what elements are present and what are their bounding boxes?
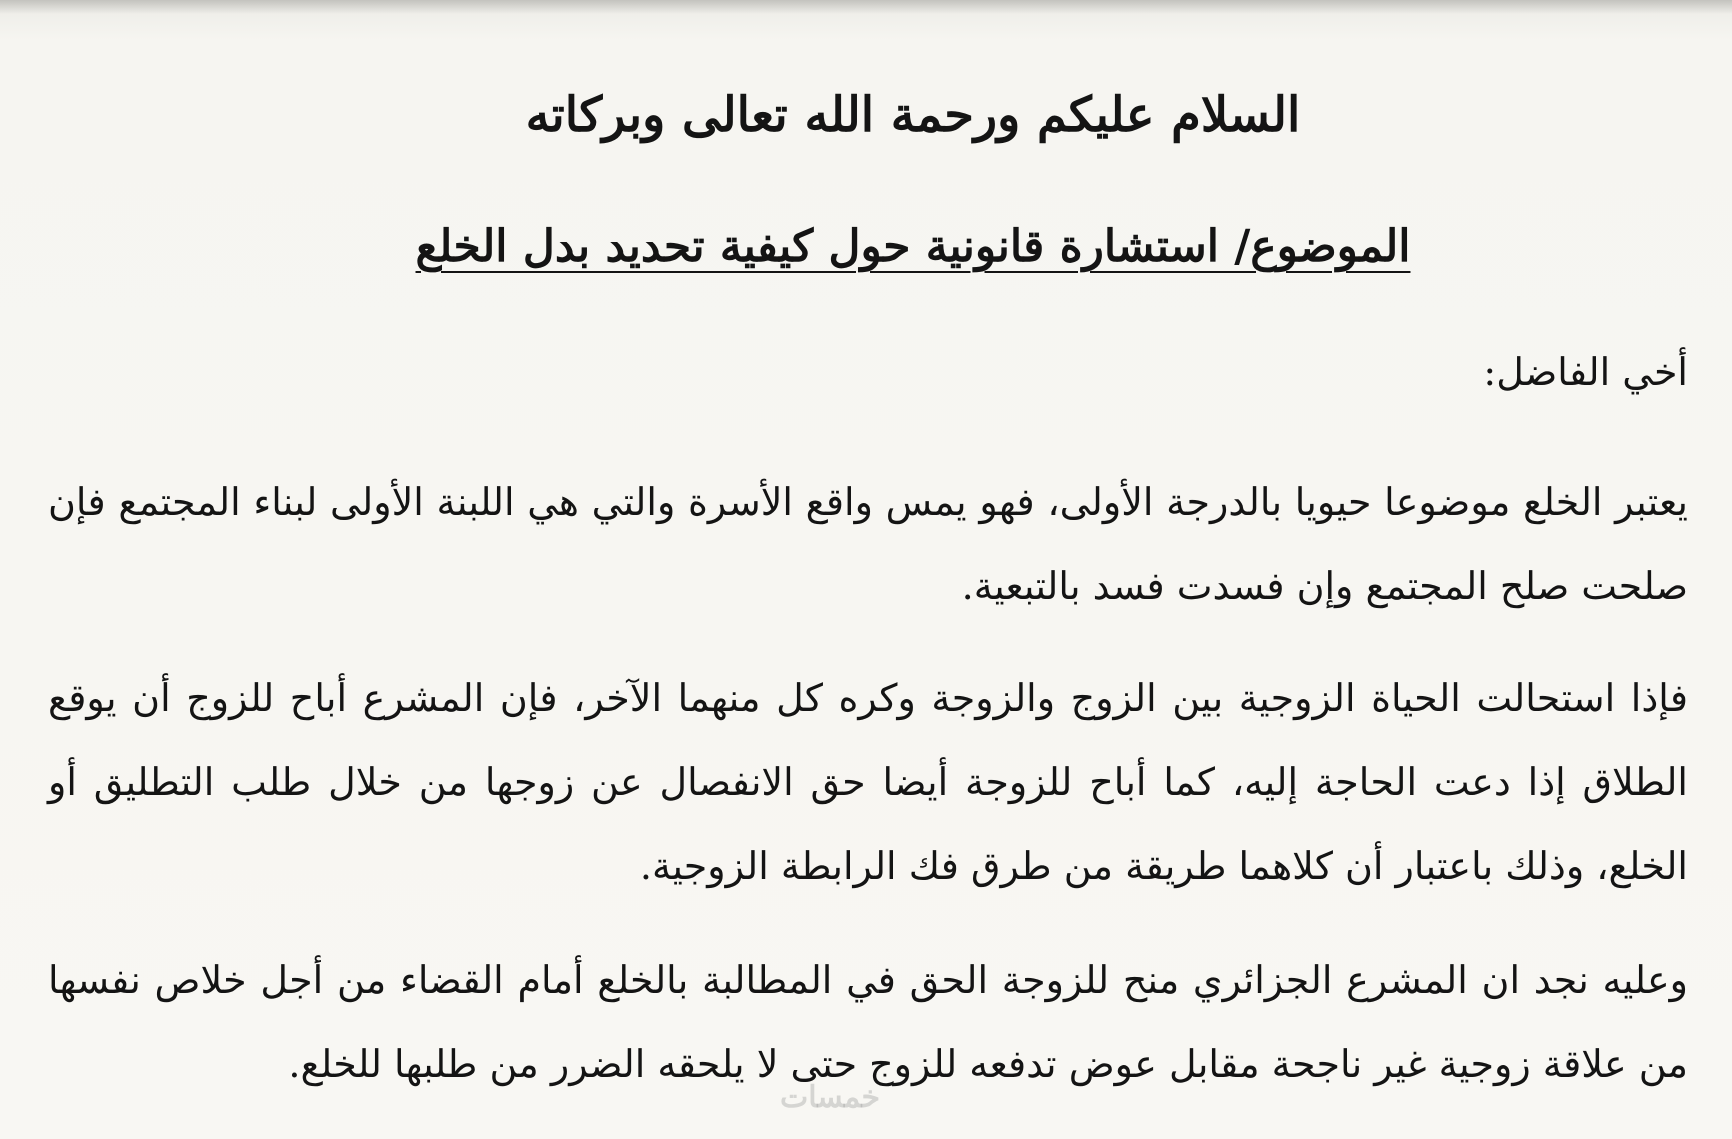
document-body <box>48 0 1688 1139</box>
greeting-heading: السلام عليكم ورحمة الله تعالى وبركاته <box>525 87 1301 143</box>
salutation: أخي الفاضل: <box>1483 350 1688 394</box>
watermark-logo: خمسات <box>780 1081 881 1114</box>
paragraph-3: وعليه نجد ان المشرع الجزائري منح للزوجة الحق في المطالبة بالخلع أمام القضاء من أجل خلاص نفسها من علاقة زوجية غير ناجحة مقابل عوض تدفعه للزوج حتى لا يلحقه الضرر من طلبها للخلع. <box>48 958 1688 1086</box>
subject-text: الموضوع/ استشارة قانونية حول كيفية تحديد بدل الخلع <box>415 221 1411 272</box>
paragraph-1: يعتبر الخلع موضوعا حيويا بالدرجة الأولى، فهو يمس واقع الأسرة والتي هي اللبنة الأولى لبناء المجتمع فإن صلحت صلح المجتمع وإن فسدت فسد بالتبعية. <box>48 480 1688 608</box>
subject-heading <box>48 218 1688 275</box>
paragraph-2: فإذا استحالت الحياة الزوجية بين الزوج والزوجة وكره كل منهما الآخر، فإن المشرع أباح للزوج أن يوقع الطلاق إذا دعت الحاجة إليه، كما أباح للزوجة أيضا حق الانفصال عن زوجها من خلال طلب التطليق أو الخلع، وذلك باعتبار أن كلاهما طريقة من طرق فك الرابطة الزوجية. <box>48 676 1688 888</box>
